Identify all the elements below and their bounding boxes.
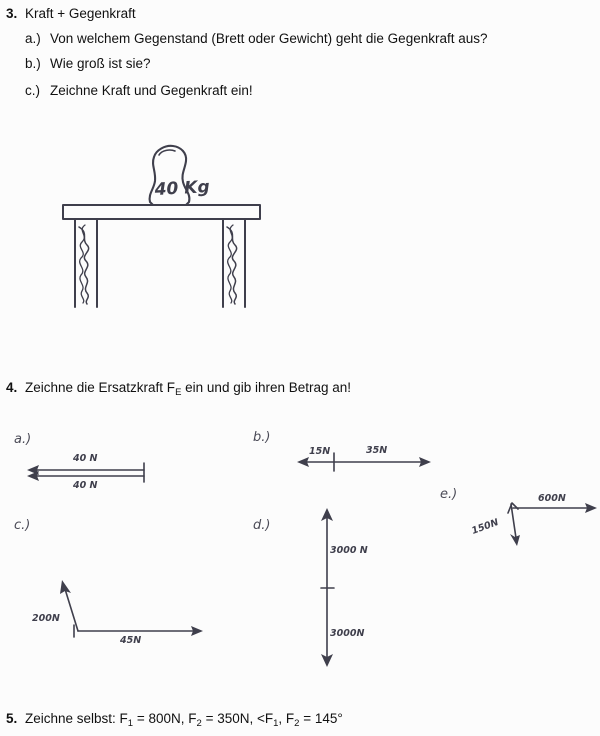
panel-c-label: c.) xyxy=(14,518,31,533)
exercise-5-part-4: , F xyxy=(278,711,295,726)
exercise-5-part-5: = 145° xyxy=(299,711,343,726)
panel-e-vector-2-label: 150N xyxy=(470,516,501,537)
exercise-5-sub-3: 1 xyxy=(273,718,279,729)
panel-c-vector-2-label: 45N xyxy=(120,635,142,646)
exercise-5-number: 5. xyxy=(6,711,18,726)
panel-c-vector-1-label: 200N xyxy=(32,613,60,624)
exercise-5-sub-4: 2 xyxy=(294,718,300,729)
exercise-5-part-3: = 350N, <F xyxy=(201,711,274,726)
panel-b-label: b.) xyxy=(253,430,271,445)
exercise-3a-text: Von welchem Gegenstand (Brett oder Gewicht) geht die Gegenkraft aus? xyxy=(50,31,488,46)
panel-d-vector-2-label: 3000N xyxy=(330,628,365,639)
exercise-4-title xyxy=(25,380,351,398)
exercise-4-title-subscript: E xyxy=(175,387,182,398)
panel-e-vector-diagram xyxy=(470,488,600,550)
exercise-4-number: 4. xyxy=(6,380,18,395)
panel-e-label: e.) xyxy=(440,487,458,502)
exercise-3c-marker: c.) xyxy=(25,83,40,98)
panel-b-vector-diagram xyxy=(296,442,436,478)
panel-e-vector-1-label: 600N xyxy=(538,493,566,504)
exercise-5-title xyxy=(25,711,343,729)
table-with-weight-drawing xyxy=(55,125,270,310)
exercise-5-part-1: Zeichne selbst: F xyxy=(25,711,128,726)
exercise-3a-marker: a.) xyxy=(25,31,41,46)
panel-d-label: d.) xyxy=(253,518,271,533)
exercise-3b-marker: b.) xyxy=(25,56,41,71)
exercise-4-title-before: Zeichne die Ersatzkraft F xyxy=(25,380,176,395)
panel-a-label: a.) xyxy=(14,432,32,447)
panel-b-vector-2-label: 35N xyxy=(366,445,388,456)
weight-label: 40 Kg xyxy=(154,177,211,200)
exercise-5-part-2: = 800N, F xyxy=(133,711,197,726)
exercise-3c-text: Zeichne Kraft und Gegenkraft ein! xyxy=(50,83,253,98)
exercise-5-sub-1: 1 xyxy=(127,718,134,729)
panel-a-vector-1-label: 40 N xyxy=(73,453,98,464)
exercise-3-number: 3. xyxy=(6,6,18,21)
panel-b-vector-1-label: 15N xyxy=(309,446,331,457)
panel-c-vector-diagram xyxy=(30,575,210,645)
panel-a-vector-diagram xyxy=(25,448,155,490)
exercise-4-title-after: ein und gib ihren Betrag an! xyxy=(181,380,352,395)
panel-a-vector-2-label: 40 N xyxy=(73,480,98,491)
exercise-3-title: Kraft + Gegenkraft xyxy=(25,6,136,21)
exercise-5-sub-2: 2 xyxy=(196,718,202,729)
panel-d-vector-1-label: 3000 N xyxy=(330,545,368,556)
exercise-3b-text: Wie groß ist sie? xyxy=(50,56,151,71)
panel-d-vector-diagram xyxy=(300,505,380,673)
